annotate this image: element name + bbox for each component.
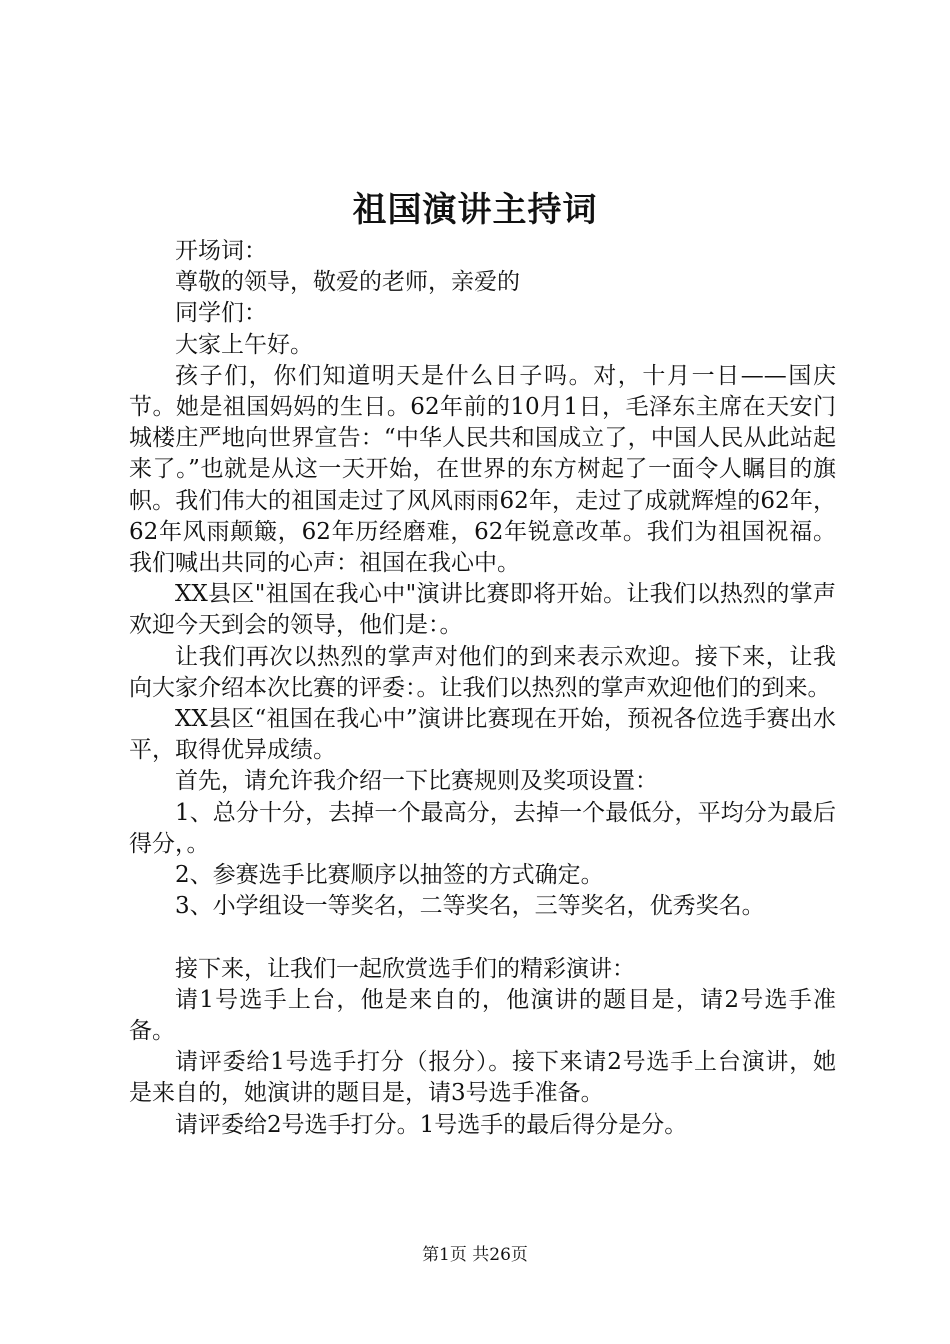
paragraph: 2、参赛选手比赛顺序以抽签的方式确定。 (175, 862, 604, 889)
paragraph: 首先，请允许我介绍一下比赛规则及奖项设置： (175, 768, 658, 795)
paragraph: 请评委给1号选手打分（报分）。接下来请2号选手上台演讲，她是来自的，她演讲的题目是，请3号选手准备。 (129, 1049, 836, 1107)
paragraph: 同学们： (175, 300, 267, 327)
paragraph: XX县区"祖国在我心中"演讲比赛即将开始。让我们以热烈的掌声欢迎今天到会的领导，他们是：。 (129, 581, 836, 639)
document-title: 祖国演讲主持词 (352, 190, 598, 230)
blank-line (129, 922, 836, 953)
paragraph: XX县区“祖国在我心中”演讲比赛现在开始，预祝各位选手赛出水平，取得优异成绩。 (129, 706, 836, 764)
paragraph: 接下来，让我们一起欣赏选手们的精彩演讲： (175, 955, 635, 982)
paragraph: 请评委给2号选手打分。1号选手的最后得分是分。 (175, 1111, 688, 1138)
paragraph: 3、小学组设一等奖名，二等奖名，三等奖名，优秀奖名。 (175, 893, 765, 920)
paragraph: 尊敬的领导，敬爱的老师，亲爱的 (175, 269, 520, 296)
page-number-footer: 第1页 共26页 (422, 1245, 528, 1265)
paragraph: 让我们再次以热烈的掌声对他们的到来表示欢迎。接下来，让我向大家介绍本次比赛的评委：。让我们以热烈的掌声欢迎他们的到来。 (129, 643, 836, 701)
paragraph: 大家上午好。 (175, 331, 313, 358)
paragraph: 1、总分十分，去掉一个最高分，去掉一个最低分，平均分为最后得分，。 (129, 799, 836, 857)
paragraph: 孩子们，你们知道明天是什么日子吗。对，十月一日——国庆节。她是祖国妈妈的生日。62年前的10月1日，毛泽东主席在天安门城楼庄严地向世界宣告：“中华人民共和国成立了，中国人民从此站起来了。”也就是从这一天开始，在世界的东方树起了一面令人瞩目的旗帜。我们伟大的祖国走过了风风雨雨62年，走过了成就辉煌的62年，62年风雨颠簸，62年历经磨难，62年锐意改革。我们为祖国祝福。我们喊出共同的心声：祖国在我心中。 (129, 362, 836, 577)
document-body (129, 236, 836, 1141)
paragraph: 开场词： (175, 238, 267, 264)
paragraph: 请1号选手上台，他是来自的，他演讲的题目是，请2号选手准备。 (129, 986, 836, 1045)
